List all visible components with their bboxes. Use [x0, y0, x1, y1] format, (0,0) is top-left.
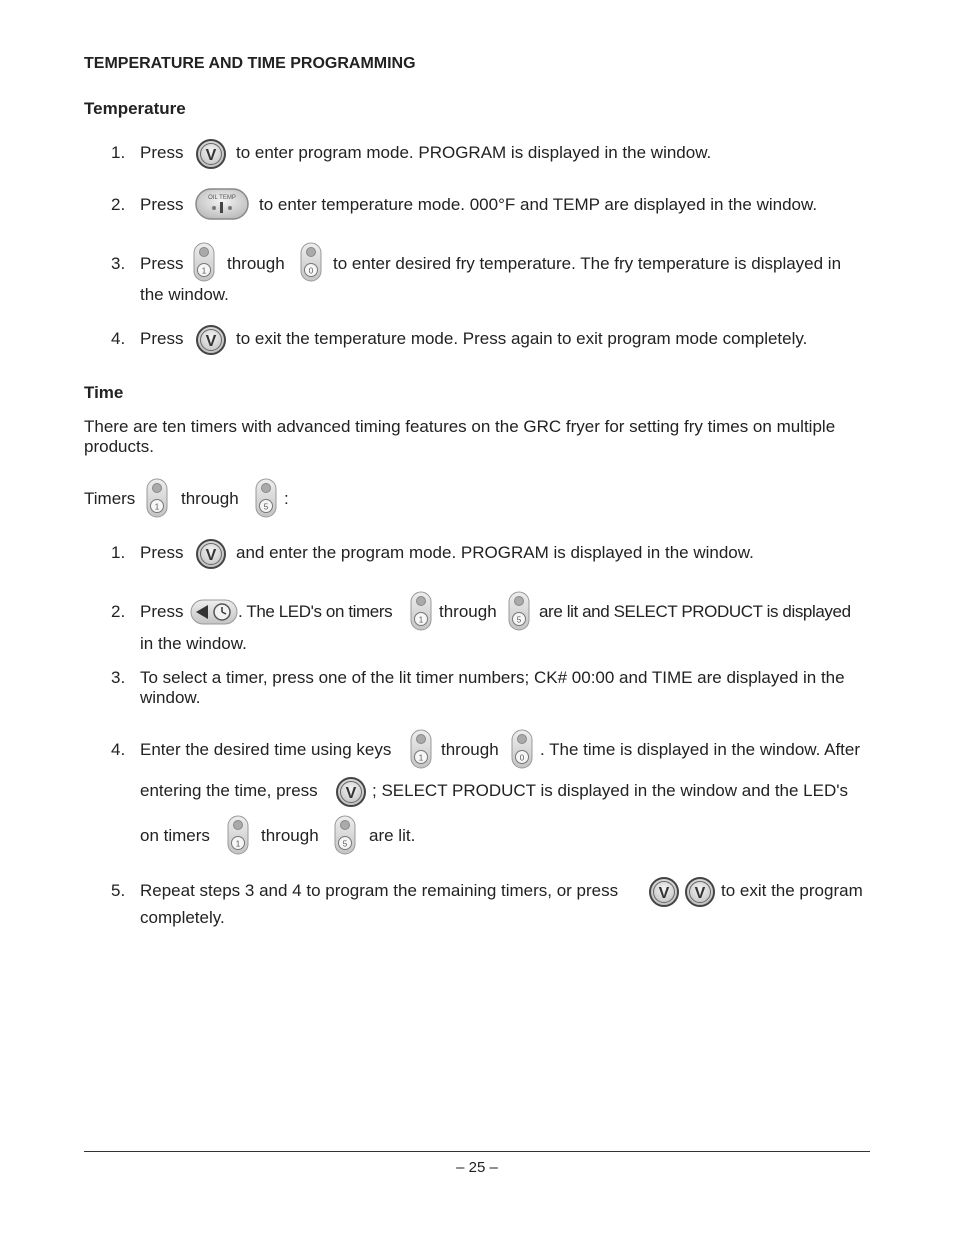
page-heading: TEMPERATURE AND TIME PROGRAMMING — [84, 55, 416, 72]
svg-text:5: 5 — [516, 615, 522, 625]
time-step-2-line-2: in the window. — [140, 634, 247, 653]
timer-key-1-icon — [409, 728, 433, 770]
time-step-5-text-b: to exit the program — [721, 881, 863, 900]
svg-text:5: 5 — [263, 502, 269, 512]
time-step-4-through: through — [441, 740, 499, 759]
program-v-key-icon — [195, 538, 227, 570]
timers-colon: : — [284, 489, 289, 508]
time-step-4-through-2: through — [261, 826, 319, 845]
v-key-label: V — [205, 147, 217, 164]
time-step-5-line-2: completely. — [140, 908, 225, 927]
program-v-key-icon — [684, 876, 716, 908]
svg-text:1: 1 — [235, 839, 241, 849]
timer-key-1-icon — [226, 814, 250, 856]
time-intro-line-2: products. — [84, 437, 154, 456]
oil-temp-label: OIL TEMP — [208, 195, 236, 201]
timer-clock-key-icon — [190, 599, 238, 625]
temp-step-1-text: to enter program mode. PROGRAM is displayed in the window. — [236, 143, 712, 162]
temp-step-3-text: to enter desired fry temperature. The fry temperature is displayed in — [333, 254, 842, 273]
timer-key-5-icon — [254, 477, 278, 519]
time-step-5-text-a: Repeat steps 3 and 4 to program the remaining timers, or press — [140, 881, 619, 900]
time-step-3-line-1: To select a timer, press one of the lit timer numbers; CK# 00:00 and TIME are displayed in the — [140, 668, 845, 687]
svg-text:V: V — [205, 333, 217, 350]
temp-step-3-through: through — [227, 254, 285, 273]
time-step-4-text-a: Enter the desired time using keys — [140, 740, 392, 759]
temp-step-1-press: Press — [140, 143, 184, 162]
timer-key-0-icon — [510, 728, 534, 770]
svg-text:1: 1 — [154, 502, 160, 512]
time-step-4-text-e: on timers — [140, 826, 210, 845]
time-title: Time — [84, 383, 124, 402]
temp-step-2-number: 2. — [111, 195, 126, 214]
time-intro-line-1: There are ten timers with advanced timing features on the GRC fryer for setting fry times on multiple — [84, 417, 836, 436]
program-v-key-icon — [195, 324, 227, 356]
svg-text:0: 0 — [308, 266, 314, 276]
timer-key-5-icon — [333, 814, 357, 856]
time-step-3-number: 3. — [111, 668, 126, 687]
temp-step-3-number: 3. — [111, 254, 126, 273]
temp-step-4-text: to exit the temperature mode. Press again to exit program mode completely. — [236, 329, 808, 348]
timers-through: through — [181, 489, 239, 508]
temp-step-4-press: Press — [140, 329, 184, 348]
svg-text:V: V — [345, 785, 357, 802]
time-step-3-line-2: window. — [140, 688, 201, 707]
time-step-4-text-d: ; SELECT PRODUCT is displayed in the window and the LED's — [372, 781, 848, 800]
time-step-2-number: 2. — [111, 602, 126, 621]
timers-label: Timers — [84, 489, 136, 508]
page-number: – 25 – — [456, 1159, 498, 1176]
time-step-2-text-b: are lit and SELECT PRODUCT is displayed — [539, 602, 851, 621]
timer-key-5-icon — [507, 590, 531, 632]
timer-key-1-icon — [145, 477, 169, 519]
time-step-2-press: Press — [140, 602, 184, 621]
program-v-key-icon — [648, 876, 680, 908]
timer-key-1-icon — [192, 241, 216, 283]
temp-step-2-press: Press — [140, 195, 184, 214]
svg-text:V: V — [205, 547, 217, 564]
footer-rule — [84, 1151, 870, 1152]
program-v-key-icon — [335, 776, 367, 808]
temp-step-3-press: Press — [140, 254, 184, 273]
temperature-title: Temperature — [84, 99, 186, 118]
svg-text:0: 0 — [519, 753, 525, 763]
time-step-1-text: and enter the program mode. PROGRAM is displayed in the window. — [236, 543, 754, 562]
timer-key-1-icon — [409, 590, 433, 632]
time-step-4-text-c: entering the time, press — [140, 781, 318, 800]
program-v-key-icon — [195, 138, 227, 170]
time-step-1-press: Press — [140, 543, 184, 562]
time-step-2-text-a: . The LED's on timers — [238, 602, 393, 621]
temp-step-4-number: 4. — [111, 329, 126, 348]
svg-text:1: 1 — [418, 753, 424, 763]
time-step-5-number: 5. — [111, 881, 126, 900]
time-step-4-number: 4. — [111, 740, 126, 759]
svg-text:5: 5 — [342, 839, 348, 849]
timer-key-0-icon — [299, 241, 323, 283]
temp-step-2-text: to enter temperature mode. 000°F and TEMP are displayed in the window. — [259, 195, 818, 214]
temp-step-3-text-continued: the window. — [140, 285, 229, 304]
temp-step-1-number: 1. — [111, 143, 126, 162]
svg-text:V: V — [658, 885, 670, 902]
oil-temp-key-icon — [194, 187, 250, 221]
time-step-1-number: 1. — [111, 543, 126, 562]
svg-text:V: V — [694, 885, 706, 902]
time-step-2-through: through — [439, 602, 497, 621]
time-step-4-text-f: are lit. — [369, 826, 416, 845]
svg-text:1: 1 — [418, 615, 424, 625]
time-step-4-text-b: . The time is displayed in the window. After — [540, 740, 861, 759]
svg-text:1: 1 — [201, 266, 207, 276]
